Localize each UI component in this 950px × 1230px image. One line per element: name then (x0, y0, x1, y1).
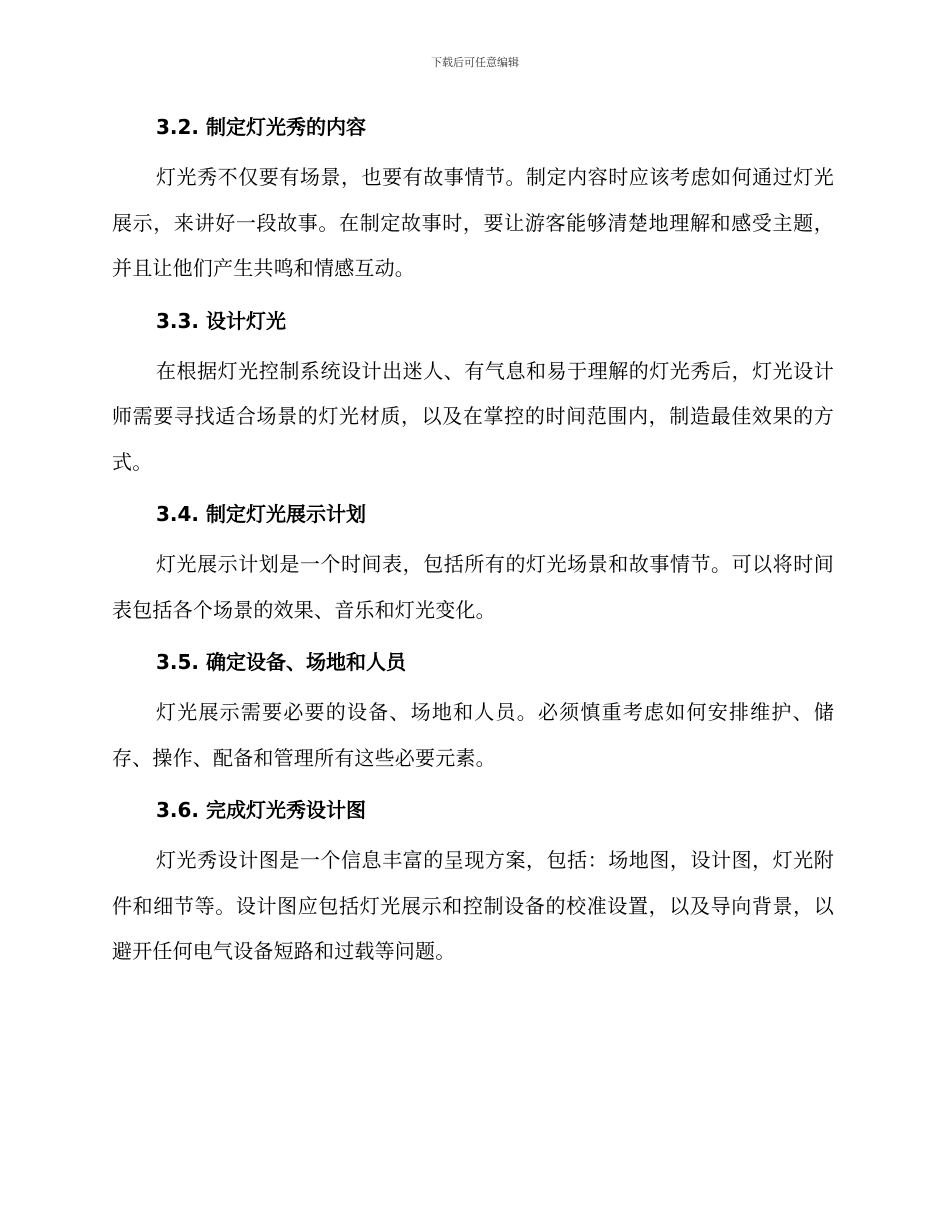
document-body (112, 112, 834, 975)
section-heading: 3.3. 设计灯光 (156, 308, 286, 333)
section-paragraph: 灯光秀不仅要有场景，也要有故事情节。制定内容时应该考虑如何通过灯光展示，来讲好一段故事。在制定故事时，要让游客能够清楚地理解和感受主题，并且让他们产生共鸣和情感互动。 (112, 165, 834, 280)
section-paragraph: 在根据灯光控制系统设计出迷人、有气息和易于理解的灯光秀后，灯光设计师需要寻找适合场景的灯光材质，以及在掌控的时间范围内，制造最佳效果的方式。 (112, 358, 834, 474)
section-3-6 (112, 795, 834, 975)
section-paragraph: 灯光展示需要必要的设备、场地和人员。必须慎重考虑如何安排维护、储存、操作、配备和管理所有这些必要元素。 (112, 700, 834, 770)
section-heading: 3.5. 确定设备、场地和人员 (156, 650, 406, 674)
section-paragraph: 灯光秀设计图是一个信息丰富的呈现方案，包括：场地图，设计图，灯光附件和细节等。设计图应包括灯光展示和控制设备的校准设置，以及导向背景，以避开任何电气设备短路和过载等问题。 (112, 848, 834, 963)
section-3-5 (112, 647, 834, 781)
section-paragraph: 灯光展示计划是一个时间表，包括所有的灯光场景和故事情节。可以将时间表包括各个场景的效果、音乐和灯光变化。 (112, 552, 834, 622)
section-3-2 (112, 112, 834, 292)
page-header: 下载后可任意编辑 (431, 56, 519, 69)
section-3-3 (112, 306, 834, 486)
section-heading: 3.6. 完成灯光秀设计图 (156, 798, 366, 822)
section-3-4 (112, 499, 834, 633)
section-heading: 3.2. 制定灯光秀的内容 (156, 115, 366, 139)
section-heading: 3.4. 制定灯光展示计划 (156, 502, 366, 526)
